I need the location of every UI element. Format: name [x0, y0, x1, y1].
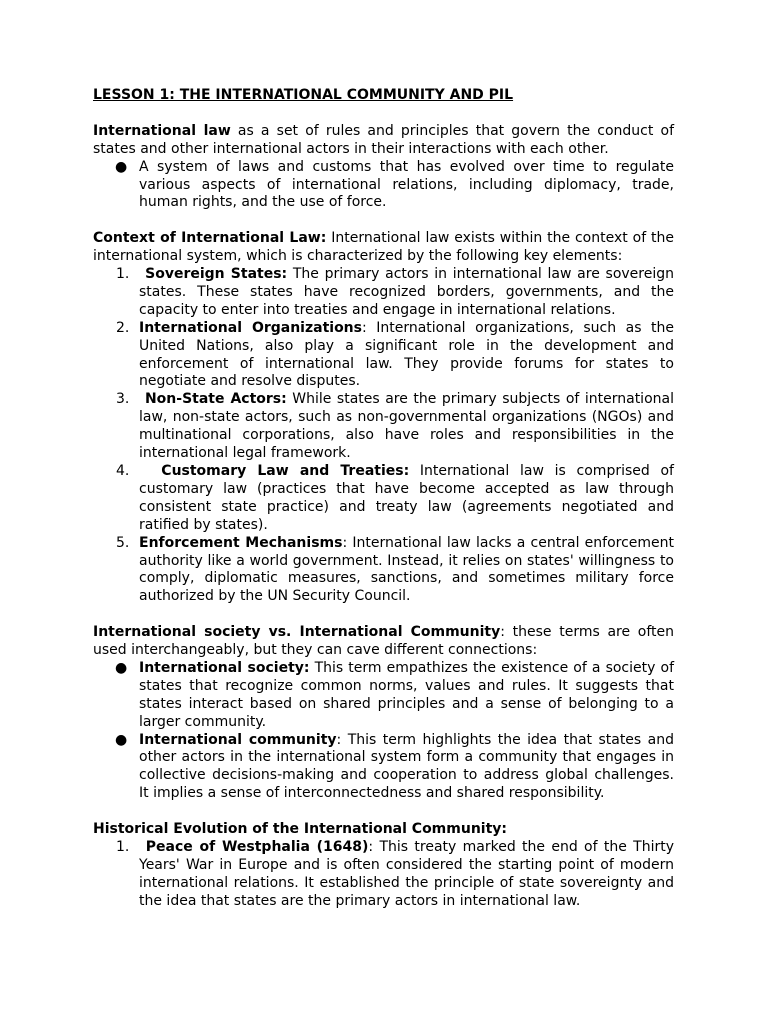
- section-international-law: [93, 123, 674, 213]
- list-item: [93, 320, 674, 392]
- bold-lead: International society vs. International Community: [93, 624, 501, 641]
- paragraph: [93, 230, 674, 266]
- list-item: [93, 159, 674, 213]
- bullet-list: [93, 159, 674, 213]
- list-item: [93, 391, 674, 463]
- bullet-list: [93, 660, 674, 803]
- bullet-icon: ●: [115, 659, 128, 676]
- list-number: 1.: [116, 839, 130, 855]
- item-lead: International Organizations: [139, 319, 362, 336]
- item-lead: International community: [139, 731, 337, 748]
- paragraph: [93, 821, 674, 839]
- bold-lead: Context of International Law:: [93, 230, 327, 247]
- list-item-text: This term empathizes the existence of a society of states that recognize common norms, values and rules. It suggests that states interact based on shared principles and a sense of belonging to a larger community.: [139, 659, 674, 730]
- list-item-text: The primary actors in international law are sovereign states. These states have recognized borders, governments, and the capacity to enter into treaties and engage in international relations.: [139, 266, 674, 318]
- item-lead: Non-State Actors:: [139, 391, 287, 408]
- bold-lead: International law: [93, 122, 231, 139]
- item-lead: International society:: [139, 659, 310, 676]
- list-item: [93, 660, 674, 732]
- list-item: [93, 266, 674, 320]
- list-item-text: : This term highlights the idea that states and other actors in the international system form a community that engages in collective decisions-making and cooperation to address global challenges. It implies a sense of interconnectedness and shared responsibility.: [139, 731, 674, 802]
- item-lead: Sovereign States:: [139, 266, 288, 283]
- list-number: 3.: [116, 391, 130, 408]
- list-item-text: While states are the primary subjects of international law, non-state actors, such as non-governmental organizations (NGOs) and multinational corporations, also have roles and responsibilities in the international legal framework.: [139, 391, 674, 462]
- lesson-title: LESSON 1: THE INTERNATIONAL COMMUNITY AND PIL: [93, 87, 514, 103]
- list-number: 4.: [116, 463, 130, 479]
- list-item-text: : This treaty marked the end of the Thirty Years' War in Europe and is often considered the starting point of modern international relations. It established the principle of state sovereignty and the idea that states are the primary actors in international law.: [139, 839, 674, 909]
- list-item: [93, 732, 674, 804]
- numbered-list: [93, 266, 674, 606]
- bullet-icon: ●: [115, 158, 128, 175]
- paragraph: [93, 123, 674, 159]
- paragraph: [93, 624, 674, 660]
- list-number: 2.: [116, 319, 130, 336]
- section-society-vs-community: [93, 624, 674, 803]
- section-historical-evolution: [93, 821, 674, 911]
- list-number: 5.: [116, 534, 130, 551]
- list-item-text: : International law lacks a central enforcement authority like a world government. Instead, it relies on states' willingness to comply, diplomatic measures, sanctions, and sometimes military force authorized by the UN Security Council.: [139, 534, 675, 605]
- list-item: [93, 839, 674, 911]
- document-body: [93, 87, 674, 911]
- item-lead: Peace of Westphalia (1648): [139, 839, 369, 855]
- paragraph-text: as a set of rules and principles that govern the conduct of states and other international actors in their interactions with each other.: [93, 122, 675, 157]
- list-number: 1.: [116, 266, 130, 283]
- paragraph-text: : these terms are often used interchangeably, but they can cave different connections:: [93, 624, 675, 659]
- numbered-list: [93, 839, 674, 911]
- item-lead: Customary Law and Treaties:: [139, 463, 410, 479]
- bold-lead: Historical Evolution of the International Community:: [93, 821, 508, 838]
- paragraph-text: International law exists within the context of the international system, which is characterized by the following key elements:: [93, 230, 674, 265]
- list-item-text: : International organizations, such as the United Nations, also play a significant role in the development and enforcement of international law. They provide forums for states to negotiate and resolve disputes.: [139, 319, 674, 390]
- item-lead: Enforcement Mechanisms: [139, 534, 343, 551]
- list-item-text: International law is comprised of customary law (practices that have become accepted as law through consistent state practice) and treaty law (agreements negotiated and ratified by states).: [139, 463, 674, 533]
- list-item: [93, 535, 674, 607]
- list-item-text: A system of laws and customs that has evolved over time to regulate various aspects of international relations, including diplomacy, trade, human rights, and the use of force.: [139, 158, 674, 211]
- section-context: [93, 230, 674, 606]
- bullet-icon: ●: [115, 731, 128, 748]
- list-item: [93, 463, 674, 535]
